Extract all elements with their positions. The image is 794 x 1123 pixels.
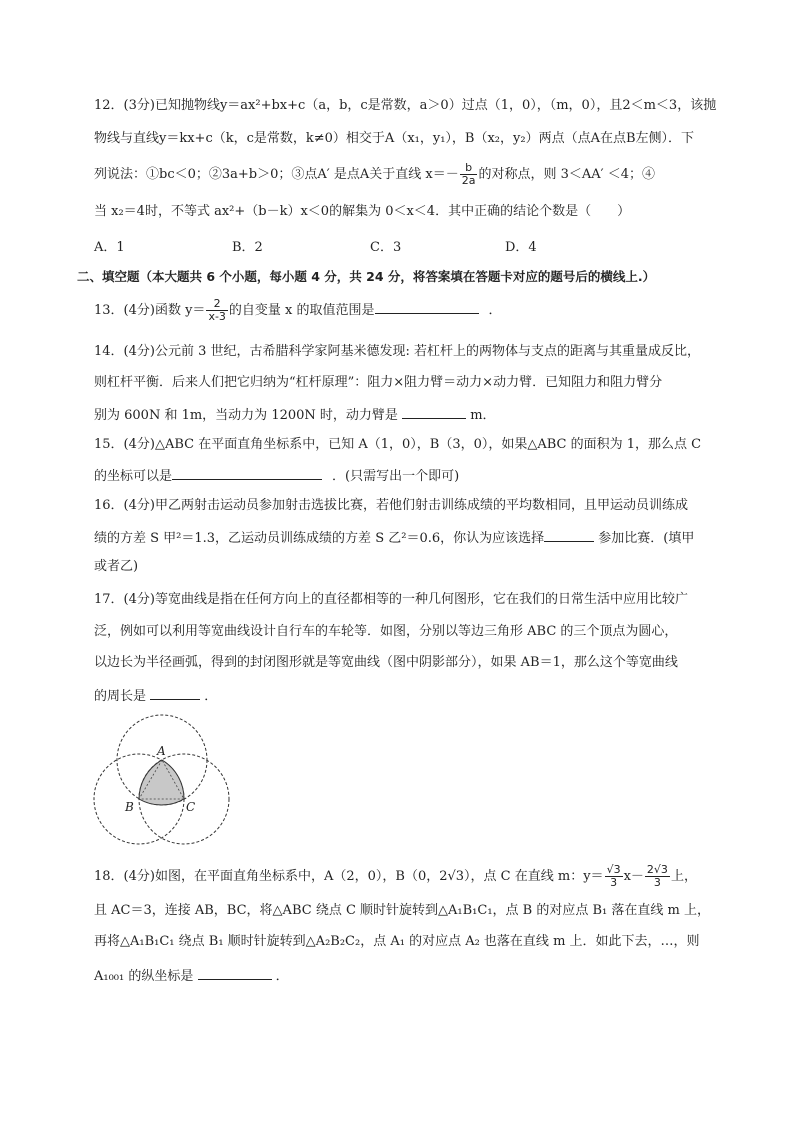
q13-frac-den: x-3 <box>208 310 226 323</box>
q14-line-3b: m． <box>470 408 496 423</box>
q15-line-2a: 的坐标可以是 <box>94 469 173 484</box>
q12-line-1: 12．(3分)已知抛物线y＝ax²+bx+c（a，b，c是常数，a＞0）过点（1，0），（m，0），且2＜m＜3，该抛 <box>94 98 717 113</box>
label-b: B <box>125 800 134 814</box>
q12-line-3a: 列说法：①bc＜0；②3a+b＞0；③点A′ 是点A关于直线 x＝－ <box>94 167 459 182</box>
q18-answer-blank[interactable] <box>198 966 272 980</box>
q12-option-d: D．4 <box>505 240 537 255</box>
q17-line-3: 以边长为半径画弧，得到的封闭图形就是等宽曲线（图中阴影部分），如果 AB＝1，那么这个等宽曲线 <box>94 655 678 670</box>
q16-answer-blank[interactable] <box>544 528 594 542</box>
q18-frac1-den: 3 <box>610 876 618 889</box>
q13-frac-num: 2 <box>206 298 227 311</box>
q15-answer-blank[interactable] <box>172 466 322 480</box>
q17-line-4a: 的周长是 <box>94 689 147 704</box>
q13-fraction <box>206 298 227 323</box>
q17-line-2: 泛，例如可以利用等宽曲线设计自行车的车轮等．如图，分别以等边三角形 ABC 的三个顶点为圆心， <box>94 624 678 639</box>
q16-line-3: 或者乙) <box>94 559 139 574</box>
q13-text-a: 13．(4分)函数 y＝ <box>94 303 206 318</box>
q18-line-1b: x－ <box>623 869 644 884</box>
q14-answer-blank[interactable] <box>402 405 466 419</box>
q12-line-2: 物线与直线y＝kx+c（k，c是常数，k≠0）相交于A（x₁，y₁），B（x₂，y₂）两点（点A在点B左侧）．下 <box>94 131 695 146</box>
q18-line-4 <box>94 966 289 986</box>
q17-line-4 <box>94 686 217 706</box>
q18-fraction-2 <box>645 864 670 889</box>
q18-line-2: 且 AC＝3，连接 AB，BC，将△ABC 绕点 C 顺时针旋转到△A₁B₁C₁，点 B 的对应点 B₁ 落在直线 m 上， <box>94 903 710 918</box>
q13-text-c: ． <box>488 303 502 318</box>
q18-line-3: 再将△A₁B₁C₁ 绕点 B₁ 顺时针旋转到△A₂B₂C₂，点 A₁ 的对应点 A₂ 也落在直线 m 上．如此下去，…，则 <box>94 934 700 949</box>
q18-line-1c: 上， <box>670 869 697 884</box>
q18-line-4a: A₁₀₀₁ 的纵坐标是 <box>94 969 194 984</box>
reuleaux-shaded-region <box>139 760 184 805</box>
q12-line-3 <box>94 162 655 187</box>
q17-line-4b: ． <box>204 689 218 704</box>
q18-line-1a: 18．(4分)如图，在平面直角坐标系中，A（2，0），B（0，2√3），点 C 在直线 m：y＝ <box>94 869 604 884</box>
q18-frac1-num: √3 <box>606 863 621 876</box>
q18-line-1 <box>94 864 697 889</box>
q12-option-c: C．3 <box>370 240 402 255</box>
q12-option-b: B．2 <box>232 240 263 255</box>
q12-option-a: A．1 <box>94 240 125 255</box>
q16-line-2b: 参加比赛．(填甲 <box>598 531 695 546</box>
q14-line-1: 14．(4分)公元前 3 世纪，古希腊科学家阿基米德发现: 若杠杆上的两物体与支点的距离与其重量成反比， <box>94 344 701 359</box>
q13-answer-blank[interactable] <box>375 300 479 314</box>
q16-line-2 <box>94 528 694 548</box>
q16-line-2a: 绩的方差 S 甲²＝1.3，乙运动员训练成绩的方差 S 乙²＝0.6，你认为应该选择 <box>94 531 545 546</box>
q14-line-2: 则杠杆平衡．后来人们把它归纳为“杠杆原理”：阻力×阻力臂＝动力×动力臂．已知阻力和阻力臂分 <box>94 375 663 390</box>
q17-answer-blank[interactable] <box>150 686 200 700</box>
q14-line-3 <box>94 405 496 425</box>
q16-line-1: 16．(4分)甲乙两射击运动员参加射击选拔比赛，若他们射击训练成绩的平均数相同，且甲运动员训练成 <box>94 498 688 513</box>
label-a: A <box>157 744 166 758</box>
q12-frac-den: 2a <box>461 174 476 187</box>
q12-line-4: 当 x₂＝4时，不等式 ax²+（b－k）x＜0的解集为 0＜x＜4．其中正确的结论个数是（ ） <box>94 204 631 219</box>
q14-line-3a: 别为 600N 和 1m，当动力为 1200N 时，动力臂是 <box>94 408 398 423</box>
q17-line-1: 17．(4分)等宽曲线是指在任何方向上的直径都相等的一种几何图形，它在我们的日常生活中应用比较广 <box>94 592 688 607</box>
q18-fraction-1 <box>605 864 623 889</box>
q18-line-4b: ． <box>275 969 289 984</box>
label-c: C <box>186 800 196 814</box>
q12-frac-num: b <box>460 162 478 175</box>
q12-line-3b: 的对称点，则 3＜AA′ ＜4；④ <box>478 167 656 182</box>
q15-line-2 <box>94 466 459 486</box>
q18-frac2-num: 2√3 <box>646 863 668 876</box>
q13-text-b: 的自变量 x 的取值范围是 <box>228 303 375 318</box>
reuleaux-triangle-figure <box>90 712 235 847</box>
q12-fraction <box>460 162 478 187</box>
q15-line-2b: ．(只需写出一个即可) <box>332 469 460 484</box>
section-2-heading: 二、填空题（本大题共 6 个小题，每小题 4 分，共 24 分，将答案填在答题卡对应的题号后的横线上.） <box>77 269 656 284</box>
q13-line <box>94 298 502 323</box>
q18-frac2-den: 3 <box>653 876 661 889</box>
q15-line-1: 15．(4分)△ABC 在平面直角坐标系中，已知 A（1，0），B（3，0），如果△ABC 的面积为 1，那么点 C <box>94 437 702 452</box>
